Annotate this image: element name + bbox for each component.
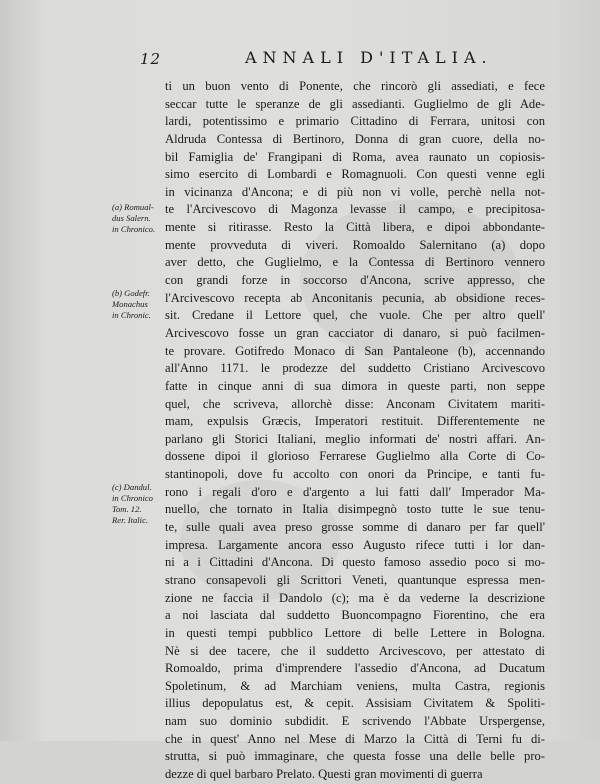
margin-note-line: dus Salern.	[112, 213, 151, 223]
text-line: rono i regali d'oro e d'argento a lui fatti dall' Imperador Ma-	[165, 484, 545, 499]
margin-note-line: Monachus	[112, 299, 148, 309]
text-line: lardi, potentissimo e primario Cittadino di Ferrara, unitosi con	[165, 114, 545, 129]
running-head: ANNALI D'ITALIA.	[245, 48, 493, 67]
text-line: a noi lasciata dal suddetto Buoncompagno Fiorentino, che era	[165, 608, 545, 623]
text-line: nuello, che tornato in Italia disimpegnò tosto tutte le sue tenu-	[165, 502, 545, 517]
text-line: simo esercito di Lombardi e Romagnuoli. Con questi venne egli	[165, 167, 545, 182]
text-line: dossene dipoi il glorioso Ferrarese Guglielmo alla Corte di Co-	[165, 449, 545, 464]
text-line: te l'Arcivescovo di Magonza levasse il campo, e precipitosa-	[165, 202, 545, 217]
margin-note-line: (a) Romual-	[112, 202, 154, 212]
text-line: sit. Credane il Lettore quel, che vuole. Che per altro quell'	[165, 308, 545, 323]
text-line: strano consapevoli gli Scrittori Veneti, quantunque espressa men-	[165, 572, 545, 587]
text-line: seccar tutte le speranze de gli assedianti. Guglielmo de gli Ade-	[165, 96, 545, 111]
page-number: 12	[140, 50, 162, 68]
text-line: con grandi forze in soccorso d'Ancona, scrive appresso, che	[165, 273, 545, 288]
margin-note-line: in Chronico.	[112, 224, 156, 234]
text-line: mente si ritirasse. Resto la Città libera, e dipoi abbondante-	[165, 220, 545, 235]
margin-note-line: Rer. Italic.	[112, 515, 149, 525]
margin-note-line: in Chronico	[112, 493, 153, 503]
text-line: illius depopulatus est, & cepit. Assisiam Civitatem & Spoliti-	[165, 696, 545, 711]
text-line: fatte in cinque anni di sua dimora in queste parti, non seppe	[165, 378, 545, 393]
text-line: dezze di quel barbaro Prelato. Questi gran movimenti di guerra	[165, 766, 483, 781]
text-line: bil Famiglia de' Frangipani di Roma, avea raunato un copiosis-	[165, 149, 545, 164]
text-line: mente provveduta di viveri. Romoaldo Salernitano (a) dopo	[165, 237, 545, 252]
margin-note-line: Tom. 12.	[112, 504, 142, 514]
margin-note-c	[112, 482, 172, 526]
text-line: Nè si dee tacere, che il suddetto Arcivescovo, per attestato di	[165, 643, 545, 658]
text-line: nam suo dominio subdidit. E scrivendo l'Abbate Urspergense,	[165, 714, 545, 729]
text-line: all'Anno 1171. le prodezze del suddetto Cristiano Arcivescovo	[165, 361, 545, 376]
text-line: in vicinanza d'Ancona; e di più non vi volle, perchè nella not-	[165, 184, 545, 199]
text-line: ti un buon vento di Ponente, che rincorò gli assediati, e fece	[165, 79, 545, 93]
text-line: mam, expulsis Græcis, Imperatori restituit. Differentemente ne	[165, 414, 545, 429]
text-line: Romoaldo, prima d'imprendere l'assedio d'Ancona, ad Ducatum	[165, 661, 545, 676]
body-text	[165, 78, 545, 784]
margin-note-line: in Chronic.	[112, 310, 151, 320]
text-line: che in quest' Anno nel Mese di Marzo la Città di Terni fu di-	[165, 731, 545, 746]
text-line: impresa. Largamente ancora esso Augusto rifece tutti i lor dan-	[165, 537, 545, 552]
text-line: Arcivescovo fosse un gran cacciator di danaro, si può facilmen-	[165, 325, 545, 340]
margin-note-b	[112, 288, 172, 321]
text-line: parlano gli Storici Italiani, meglio informati de' nostri affari. An-	[165, 431, 545, 446]
text-line: in questi tempi pubblico Lettore di belle Lettere in Bologna.	[165, 625, 545, 640]
margin-note-line: (c) Dandul.	[112, 482, 152, 492]
text-line: zione ne faccia il Dandolo (c); ma è da vederne la descrizione	[165, 590, 545, 605]
text-line: ni a i Cittadini d'Ancona. Di questo famoso assedio poco si mo-	[165, 555, 545, 570]
margin-note-a	[112, 202, 172, 235]
text-line: te, sulle quali avea preso grosse somme di danaro per far quell'	[165, 520, 545, 535]
text-line: l'Arcivescovo recepta ab Anconitanis pecunia, ab obsidione reces-	[165, 290, 545, 305]
text-line: aver detto, che Guglielmo, e la Contessa di Bertinoro vennero	[165, 255, 545, 270]
text-line: te provare. Gotifredo Monaco di San Pantaleone (b), accennando	[165, 343, 545, 358]
text-line: strutta, si può immaginare, che questa fosse una delle belle pro-	[165, 749, 545, 764]
text-line: Spoletinum, & ad Marchiam veniens, multa Castra, regionis	[165, 678, 545, 693]
margin-note-line: (b) Godefr.	[112, 288, 150, 298]
text-line: quel, che scriveva, allorchè disse: Anconam Civitatem mariti-	[165, 396, 545, 411]
text-line: Aldruda Contessa di Bertinoro, Donna di gran cuore, della no-	[165, 131, 545, 146]
text-line: stantinopoli, dove fu accolto con onori da Principe, e tanti fu-	[165, 467, 545, 482]
